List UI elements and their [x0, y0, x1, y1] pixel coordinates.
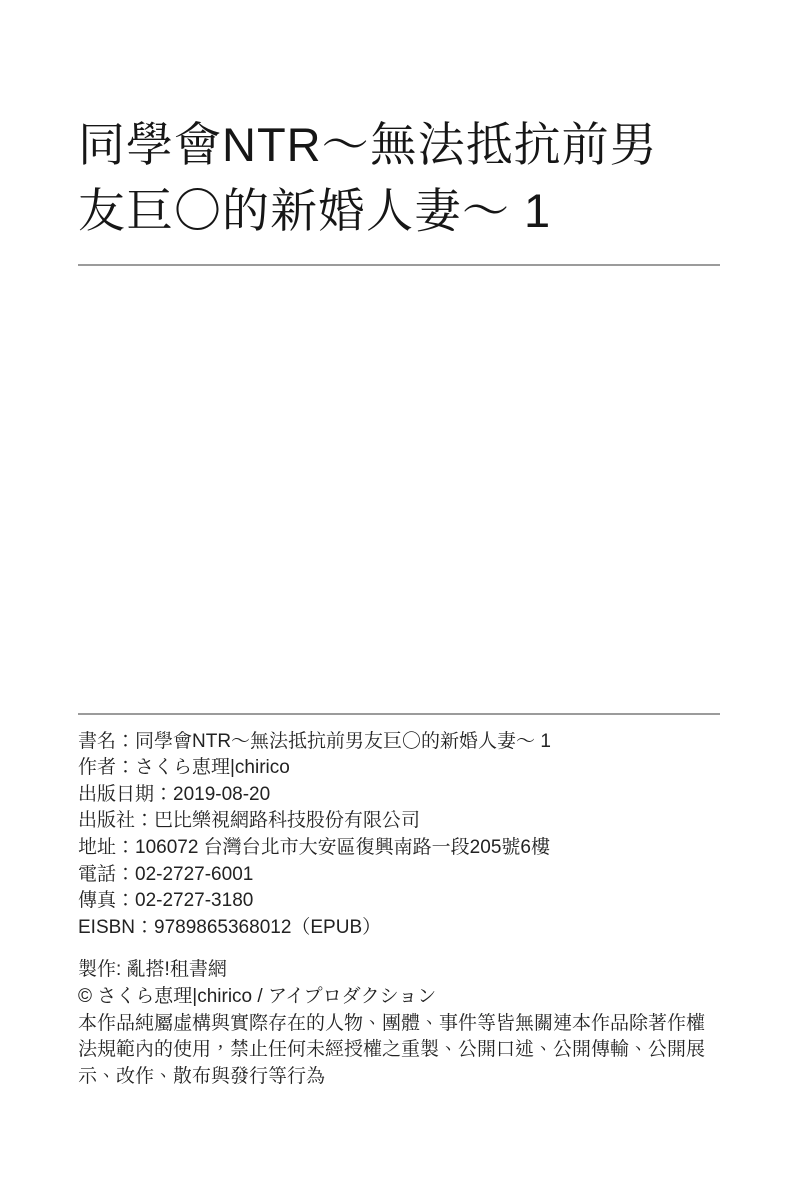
footer-block [78, 957, 720, 1090]
colophon-publish-date-line: 出版日期：2019-08-20 [78, 783, 271, 805]
colophon-publisher-line: 出版社：巴比樂視網路科技股份有限公司 [78, 810, 421, 832]
title-divider [78, 264, 720, 266]
book-title-line-2: 友巨〇的新婚人妻～ 1 [78, 183, 552, 237]
legal-notice: 本作品純屬虛構與實際存在的人物、團體、事件等皆無關連本作品除著作權法規範內的使用，禁止任何未經授權之重製、公開口述、公開傳輸、公開展示、改作、散布與發行等行為 [78, 1012, 706, 1087]
colophon-book-line: 書名：同學會NTR～無法抵抗前男友巨〇的新婚人妻～ 1 [78, 730, 551, 752]
production-credit-line: 製作: 亂搭!租書網 [78, 959, 227, 981]
colophon-divider [78, 713, 720, 715]
colophon-address-line: 地址：106072 台灣台北市大安區復興南路一段205號6樓 [78, 836, 550, 858]
copyright-line: © さくら恵理|chirico / アイプロダクション [78, 985, 437, 1007]
colophon-author-line: 作者：さくら恵理|chirico [78, 757, 290, 779]
book-title-line-1: 同學會NTR～無法抵抗前男 [78, 118, 658, 171]
colophon-phone-line: 電話：02-2727-6001 [78, 863, 254, 885]
book-title [78, 112, 720, 244]
colophon-block [78, 729, 720, 942]
colophon-fax-line: 傳真：02-2727-3180 [78, 890, 254, 912]
colophon-eisbn-line: EISBN：9789865368012（EPUB） [78, 916, 382, 938]
